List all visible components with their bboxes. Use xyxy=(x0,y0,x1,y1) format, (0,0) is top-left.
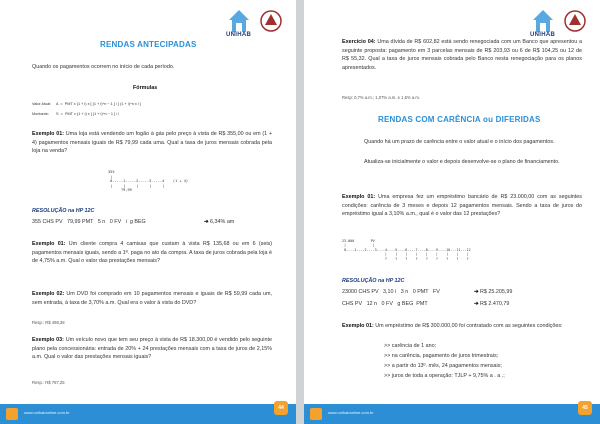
example-4-answer: Resp.: R$ 787,25 xyxy=(32,380,65,385)
example-1-label: Exemplo 01: xyxy=(32,131,65,137)
example-3 xyxy=(32,290,272,307)
footer-url[interactable]: www.unihabonline.com.br xyxy=(24,410,70,415)
hp-result-2-value: R$ 2.470,79 xyxy=(480,301,510,307)
example-4-label: Exemplo 03: xyxy=(32,337,64,343)
page-footer xyxy=(0,404,296,424)
page-title: RENDAS ANTECIPADAS xyxy=(100,40,197,49)
example-1-text: Uma empresa fez um empréstimo bancário de R$ 23.000,00 com as seguintes condições: carência de 3 meses e depois 12 pagamentos mensais. Sendo a taxa de juros do empréstimo igual a 3,10% a.m., qual é o valor das 12 prestações? xyxy=(342,194,582,218)
hp-result-1 xyxy=(474,289,512,295)
hp-resolution-label: RESOLUÇÃO na HP 12C xyxy=(32,208,95,214)
paragraph-1: Quando há um prazo de carência entre o valor atual e o início dos pagamentos. xyxy=(364,139,555,145)
hp-result-2 xyxy=(474,301,509,307)
page-gutter xyxy=(296,0,304,424)
formulas-heading: Fórmulas xyxy=(133,85,158,91)
example-1 xyxy=(32,130,272,156)
hp-result-1-value: R$ 25.205,99 xyxy=(480,289,513,295)
hp-result-value: 6,34% am xyxy=(210,219,235,225)
footer-badge-icon xyxy=(6,408,18,420)
example-4-text: Um veículo novo que tem seu preço à vista de R$ 18.300,00 é vendido pelo seguinte plano pela concessionária: entrada de 20% + 24 prestações mensais com a taxa de juros de 2,15% a.m. Qual o valor das prestações mensais iguais? xyxy=(32,337,272,361)
hp-resolution-label: RESOLUÇÃO na HP 12C xyxy=(342,278,405,284)
logo-text: UNIHAB xyxy=(530,32,556,38)
seal-emblem-icon xyxy=(260,8,282,36)
hp-keystrokes-1: 23000 CHS PV 3,10 i 3 n 0 PMT FV xyxy=(342,289,440,295)
arrow-right-icon: ➔ xyxy=(474,289,479,295)
footer-url[interactable]: www.unihabonline.com.br xyxy=(328,410,374,415)
paragraph-2: Atualiza-se inicialmente o valor e depois desenvolve-se o plano de financiamento. xyxy=(364,159,560,165)
footer-badge-icon xyxy=(310,408,322,420)
cash-flow-diagram: 355 | 0-----1-----2-----3-----4 (1 + 4) | | | | | 79,99 xyxy=(108,170,189,193)
example-2-text: Um cliente compra 4 camisas que custam à vista R$ 135,68 ou em 6 (seis) pagamentos mensais iguais, sendo a 1ª. paga no ato da compra. A taxa de juros cobrada pela loja é de 4,75% a.m. Qual o valor das prestações mensais? xyxy=(32,241,273,265)
example-1-label: Exemplo 01: xyxy=(342,194,376,200)
example-1-text: Uma loja está vendendo um fogão à gás pelo preço à vista de R$ 355,00 ou em (1 + 4) pagamentos mensais iguais de R$ 79,99 cada uma. Qual a taxa de juros mensais cobrada pela loja na venda? xyxy=(32,131,273,155)
intro-text: Quando os pagamentos ocorrem no início de cada período. xyxy=(32,64,175,70)
formula-montante-label: Montante: xyxy=(32,112,49,116)
exercise-4-answer: Resp: 0,7% a.m.; 1,07% a.m. e 1,5% a.m. xyxy=(342,95,420,100)
example-3-label: Exemplo 02: xyxy=(32,291,65,297)
condition-item: >> a partir do 13º. mês, 24 pagamentos mensais; xyxy=(384,363,502,369)
page-number: 45 xyxy=(578,401,592,415)
hp-keystrokes-2: CHS PV 12 n 0 FV g BEG PMT xyxy=(342,301,428,307)
example-1 xyxy=(342,193,582,219)
example-2-label: Exemplo 01: xyxy=(342,323,374,329)
arrow-right-icon: ➔ xyxy=(474,301,479,307)
example-4 xyxy=(32,336,272,362)
section-title: RENDAS COM CARÊNCIA ou DIFERIDAS xyxy=(378,115,541,124)
hp-result xyxy=(204,219,234,225)
arrow-right-icon: ➔ xyxy=(204,219,209,225)
unihab-logo xyxy=(228,6,284,42)
left-page xyxy=(0,0,296,424)
formula-montante: S = PMT x (1 + i) x [ (1 + i)^n − 1 ] / i xyxy=(56,112,120,116)
cash-flow-diagram: 23.000 PV | | 0----1----2----3----4----5----6----7----8----9----10---11---12 | | | | | | | | | ? ? ? ? ? ? ? ? ? xyxy=(342,239,471,261)
formula-valor-atual-label: Valor Atual: xyxy=(32,102,52,106)
example-2-label: Exemplo 01: xyxy=(32,241,66,247)
right-page xyxy=(304,0,600,424)
example-2 xyxy=(342,322,582,331)
page-footer xyxy=(304,404,600,424)
hp-keystrokes: 355 CHS PV 79,99 PMT 5 n 0 FV i g BEG xyxy=(32,219,146,225)
logo-text: UNIHAB xyxy=(226,32,252,38)
example-2 xyxy=(32,240,272,266)
condition-item: >> juros de toda a operação: TJLP + 9,75% a . a .; xyxy=(384,373,505,379)
exercise-4-label: Exercício 04: xyxy=(342,39,376,45)
example-2-text: Um empréstimo de R$ 300.000,00 foi contratado com as seguintes condições: xyxy=(375,323,563,329)
example-3-answer: Resp.: R$ 498,38 xyxy=(32,320,65,325)
exercise-4-text: Uma dívida de R$ 602,82 está sendo renegociada com um Banco que apresentou a seguinte proposta: pagamento em 3 parcelas mensais de R$ 203,93 ou 6 de R$ 104,25 ou 12 de R$ 55,32. Qual a taxa de juros mensais cobrada pelo Banco nesta renegociação para os planos apresentados. xyxy=(342,39,582,71)
condition-item: >> na carência, pagamento de juros trimestrais; xyxy=(384,353,499,359)
condition-item: >> carência de 1 ano; xyxy=(384,343,437,349)
formula-valor-atual: A = PMT x (1 + i) x [ (1 + i)^n − 1 ] / [ (1 + i)^n x i ] xyxy=(56,102,141,106)
example-3-text: Um DVD foi comprado em 10 pagamentos mensais e iguais de R$ 59,99 cada um, sem entrada, à taxa de 3,70% a.m. Qual era o valor à vista do DVD? xyxy=(32,291,272,306)
seal-emblem-icon xyxy=(564,8,586,36)
exercise-4 xyxy=(342,38,582,72)
unihab-logo xyxy=(532,6,588,42)
page-number: 44 xyxy=(274,401,288,415)
